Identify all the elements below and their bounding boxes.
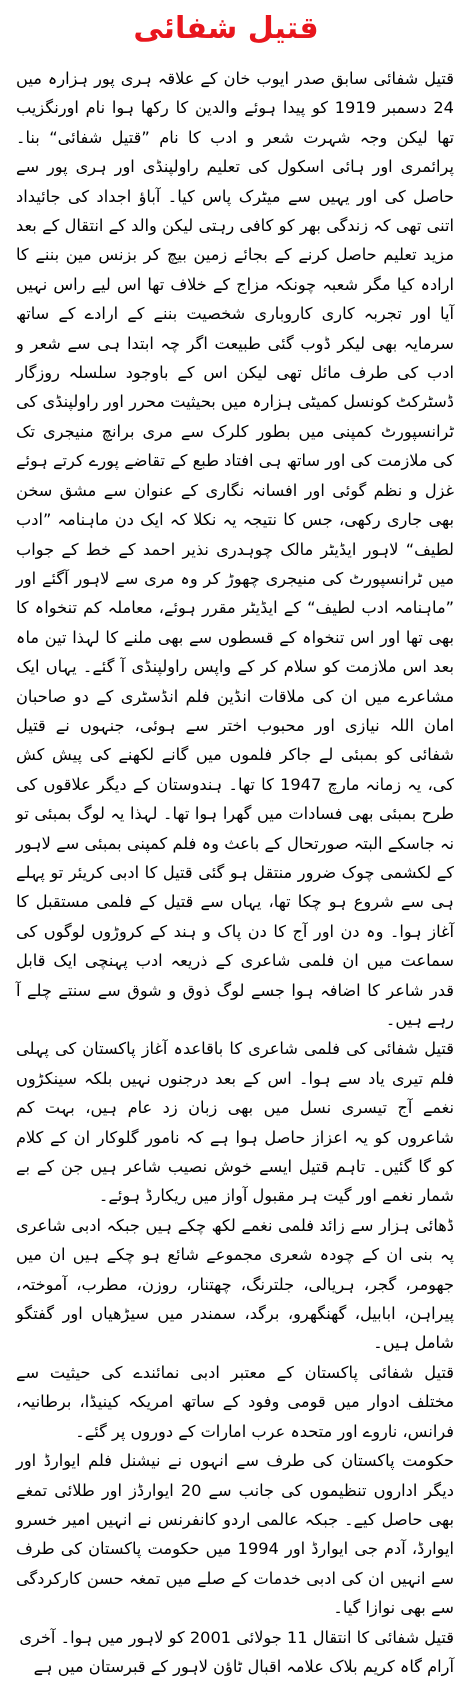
article-body	[16, 64, 454, 1681]
paragraph-death: قتیل شفائی کا انتقال 11 جولائی 2001 کو لاہور میں ہوا۔ آخری آرام گاہ کریم بلاک علامہ اقبال ٹاؤن لاہور کے قبرستان میں ہے	[19, 1627, 454, 1676]
paragraph-foreign-tours: قتیل شفائی پاکستان کے معتبر ادبی نمائندے کی حیثیت سے مختلف ادوار میں قومی وفود کے ساتھ امریکہ کینیڈا، برطانیہ، فرانس، ناروے اور متحدہ عرب امارات کے دوروں پر گئے۔	[16, 1362, 454, 1441]
paragraph-biography: قتیل شفائی سابق صدر ایوب خان کے علاقہ ہری پور ہزارہ میں 24 دسمبر 1919 کو پیدا ہوئے والدین کا رکھا ہوا نام اورنگزیب تھا لیکن وجہ شہرت شعر و ادب کا نام ”قتیل شفائی“ بنا۔ پرائمری اور ہائی اسکول کی تعلیم راولپنڈی اور ہری پور سے حاصل کی اور یہیں سے میٹرک پاس کیا۔ آباؤ اجداد کی جائیداد اتنی تھی کہ زندگی بھر کو کافی رہتی لیکن والد کے انتقال کے بعد مزید تعلیم حاصل کرنے کے بجائے زمین بیچ کر بزنس مین بننے کا ارادہ کیا مگر شعبہ چونکہ مزاج کے خلاف تھا اس لیے راس نہیں آیا اور تجربہ کاری کاروباری شخصیت بننے کے ارادے کے ساتھ سرمایہ بھی لیکر ڈوب گئی طبیعت اگر چہ ابتدا ہی سے شعر و ادب کی طرف مائل تھی لیکن اس کے باوجود سلسلہ روزگار ڈسٹرکٹ کونسل کمیٹی ہزارہ میں بحیثیت محرر اور راولپنڈی کی ٹرانسپورٹ کمپنی میں بطور کلرک سے مری برانچ منیجری تک کی ملازمت کی اور ساتھ ہی افتاد طبع کے تقاضے پورے کرتے ہوئے غزل و نظم گوئی اور افسانہ نگاری کے عنوان سے مشق سخن بھی جاری رکھی، جس کا نتیجہ یہ نکلا کہ ایک دن ماہنامہ ”ادب لطیف“ لاہور ایڈیٹر مالک چوہدری نذیر احمد کے خط کے جواب میں ٹرانسپورٹ کی منیجری چھوڑ کر وہ مری سے لاہور آگئے اور ”ماہنامہ ادب لطیف“ کے ایڈیٹر مقرر ہوئے، معاملہ کم تنخواہ کا بھی تھا اور اس تنخواہ کے قسطوں سے بھی ملنے کا لہذا تین ماہ بعد اس ملازمت کو سلام کر کے واپس راولپنڈی آ گئے۔ یہاں ایک مشاعرے میں ان کی ملاقات انڈین فلم انڈسٹری کے دو صاحبان امان اللہ نیازی اور محبوب اختر سے ہوئی، جنہوں نے قتیل شفائی کو بمبئی لے جاکر فلموں میں گانے لکھنے کی پیش کش کی، یہ زمانہ مارچ 1947 کا تھا۔ ہندوستان کے دیگر علاقوں کی طرح بمبئی بھی فسادات میں گھرا ہوا تھا۔ لہذا یہ لوگ بمبئی تو نہ جاسکے البتہ صورتحال کے باعث وہ فلم کمپنی بمبئی سے لاہور کے لکشمی چوک ضرور منتقل ہو گئی قتیل کا ادبی کریئر تو پہلے ہی سے شروع ہو چکا تھا، یہاں سے قتیل کے فلمی مستقبل کا آغاز ہوا۔ وہ دن اور آج کا دن پاک و ہند کے کروڑوں لوگوں کی سماعت میں ان فلمی شاعری کے ذریعہ ادب پہنچی ایک قابل قدر شاعر کا اضافہ ہوا جسے لوگ ذوق و شوق سے سنتے چلے آ رہے ہیں۔	[16, 69, 454, 1029]
paragraph-poetry-collections: ڈھائی ہزار سے زائد فلمی نغمے لکھ چکے ہیں جبکہ ادبی شاعری پہ بنی ان کے چودہ شعری مجموعے شائع ہو چکے ہیں ان میں جھومر، گجر، ہریالی، جلترنگ، چھتنار، روزن، مطرب، آموختہ، پیراہن، ابابیل، گھنگھرو، برگد، سمندر میں سیڑھیاں اور گفتگو شامل ہیں۔	[16, 1215, 454, 1353]
paragraph-film-poetry: قتیل شفائی کی فلمی شاعری کا باقاعدہ آغاز پاکستان کی پہلی فلم تیری یاد سے ہوا۔ اس کے بعد درجنوں نہیں بلکہ سینکڑوں نغمے آج تیسری نسل میں بھی زبان زد عام ہیں، بہت کم شاعروں کو یہ اعزاز حاصل ہوا ہے کہ نامور گلوکار ان کے کلام کو گا گئیں۔ تاہم قتیل ایسے خوش نصیب شاعر ہیں جن کے بے شمار نغمے اور گیت ہر مقبول آواز میں ریکارڈ ہوئے۔	[16, 1039, 454, 1206]
paragraph-awards: حکومت پاکستان کی طرف سے انہوں نے نیشنل فلم ایوارڈ اور دیگر اداروں تنظیموں کی جانب سے 20 ایوارڈز اور طلائی تمغے بھی حاصل کیے۔ جبکہ عالمی اردو کانفرنس نے انہیں امیر خسرو ایوارڈ، آدم جی ایوارڈ اور 1994 میں حکومت پاکستان کی طرف سے انہیں ان کی ادبی خدمات کے صلے میں تمغہ حسن کارکردگی سے بھی نوازا گیا۔	[16, 1451, 454, 1618]
article-title: قتیل شفائی	[133, 11, 319, 46]
